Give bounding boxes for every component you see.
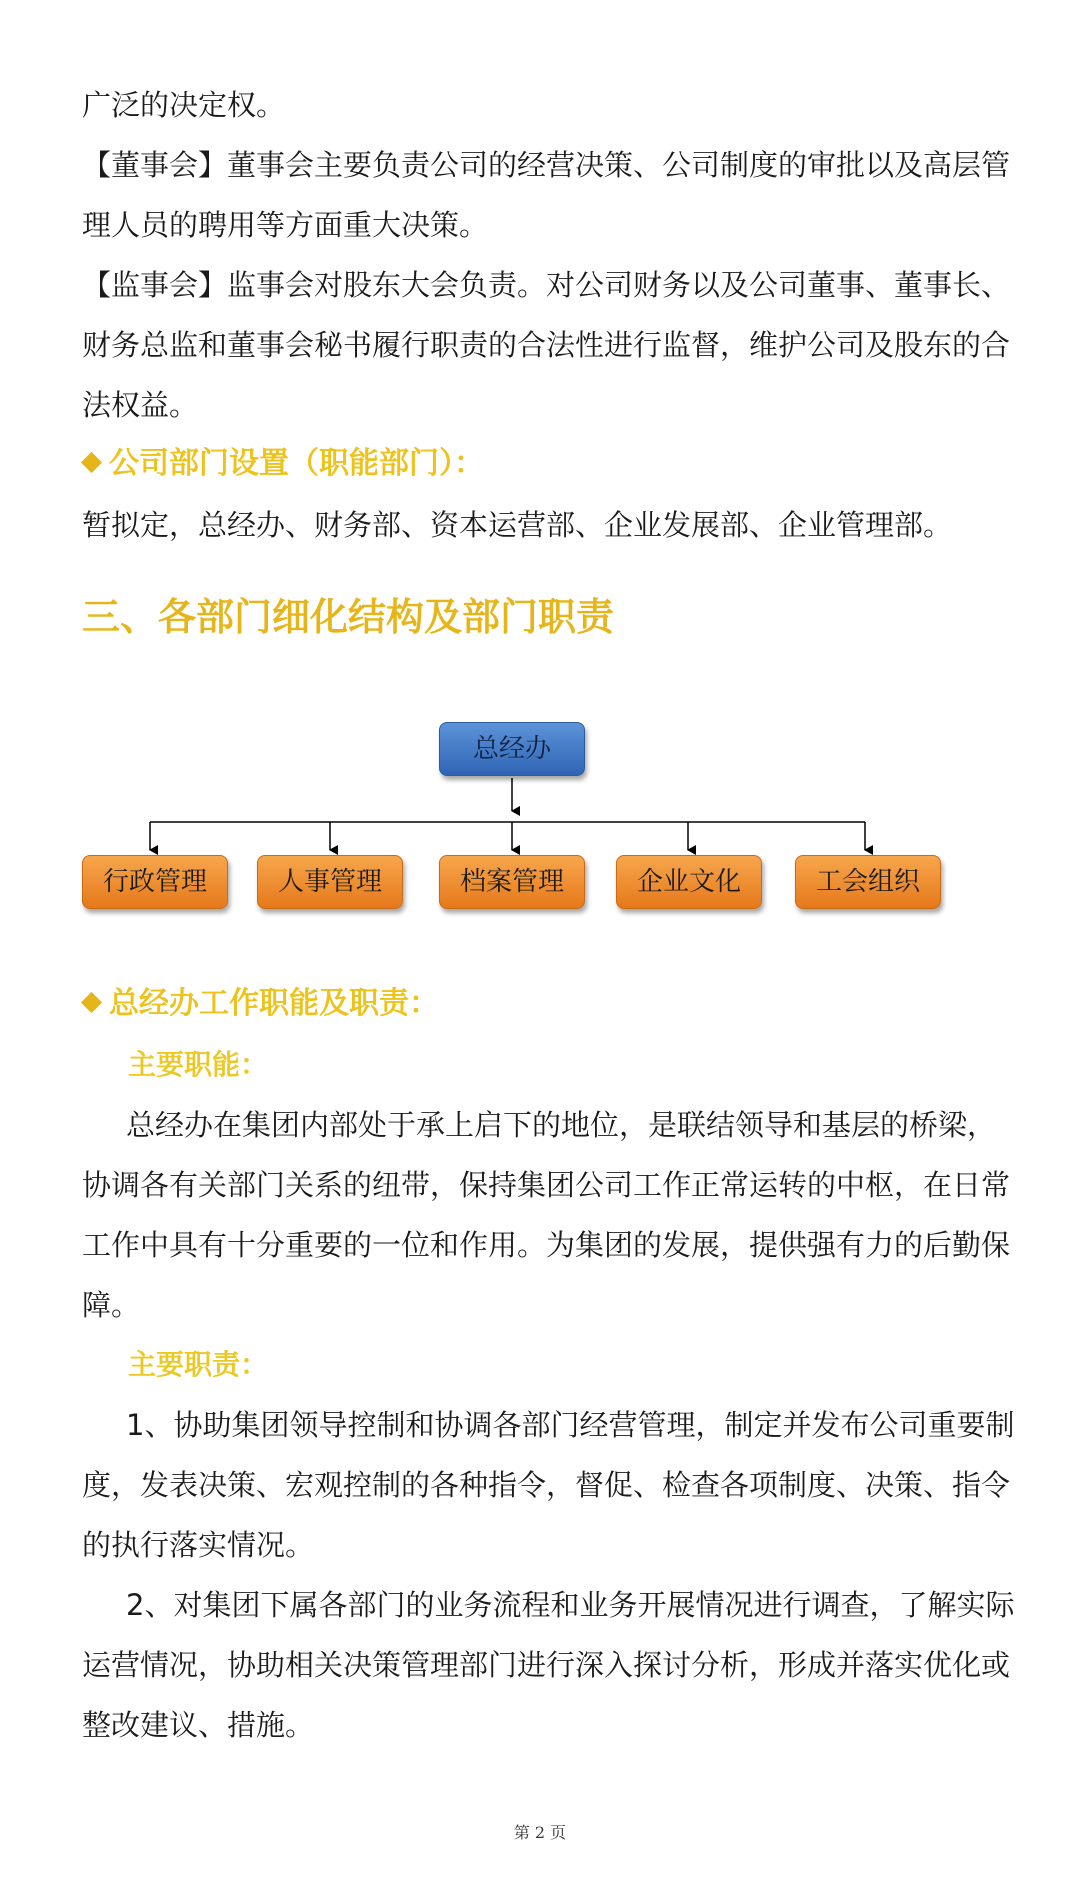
section-title: 三、各部门细化结构及部门职责: [82, 595, 615, 639]
dept-setup-heading-text: 公司部门设置（职能部门）：: [109, 446, 484, 481]
diamond-bullet-icon: [81, 992, 102, 1013]
duty-2-line: 运营情况，协助相关决策管理部门进行深入探讨分析，形成并落实优化或: [82, 1648, 1011, 1682]
dept-setup-heading: [84, 444, 484, 484]
duty-1-line: 的执行落实情况。: [82, 1528, 315, 1562]
duty-1-line: 度，发表决策、宏观控制的各种指令，督促、检查各项制度、决策、指令: [82, 1468, 1011, 1502]
page-number-footer: 第 2 页: [513, 1823, 567, 1842]
functions-text-line: 工作中具有十分重要的一位和作用。为集团的发展，提供强有力的后勤保: [82, 1228, 1011, 1262]
org-node-child: 行政管理: [82, 855, 228, 909]
functions-text-line: 障。: [82, 1288, 141, 1322]
paragraph-line: 广泛的决定权。: [82, 88, 286, 122]
duty-2-line: 整改建议、措施。: [82, 1708, 315, 1742]
functions-heading: 主要职能：: [128, 1048, 269, 1081]
org-node-child: 档案管理: [439, 855, 585, 909]
functions-text-line: 协调各有关部门关系的纽带，保持集团公司工作正常运转的中枢，在日常: [82, 1168, 1011, 1202]
duty-1-line: 1、协助集团领导控制和协调各部门经营管理，制定并发布公司重要制: [126, 1408, 1015, 1442]
org-node-child: 企业文化: [616, 855, 762, 909]
org-node-child: 工会组织: [795, 855, 941, 909]
dept-setup-text: 暂拟定，总经办、财务部、资本运营部、企业发展部、企业管理部。: [82, 508, 953, 542]
gm-office-heading-text: 总经办工作职能及职责：: [109, 986, 439, 1021]
duties-heading: 主要职责：: [128, 1348, 269, 1381]
functions-text-line: 总经办在集团内部处于承上启下的地位，是联结领导和基层的桥梁，: [126, 1108, 997, 1142]
supervisory-paragraph-line: 法权益。: [82, 388, 199, 422]
supervisory-paragraph-line: 财务总监和董事会秘书履行职责的合法性进行监督，维护公司及股东的合: [82, 328, 1011, 362]
gm-office-heading: [84, 984, 439, 1024]
supervisory-paragraph-line: 【监事会】监事会对股东大会负责。对公司财务以及公司董事、董事长、: [82, 268, 1011, 302]
org-node-general-office: 总经办: [439, 722, 585, 776]
board-paragraph-line: 【董事会】董事会主要负责公司的经营决策、公司制度的审批以及高层管: [82, 148, 1011, 182]
org-node-child: 人事管理: [257, 855, 403, 909]
board-paragraph-line: 理人员的聘用等方面重大决策。: [82, 208, 489, 242]
diamond-bullet-icon: [81, 452, 102, 473]
duty-2-line: 2、对集团下属各部门的业务流程和业务开展情况进行调查，了解实际: [126, 1588, 1015, 1622]
